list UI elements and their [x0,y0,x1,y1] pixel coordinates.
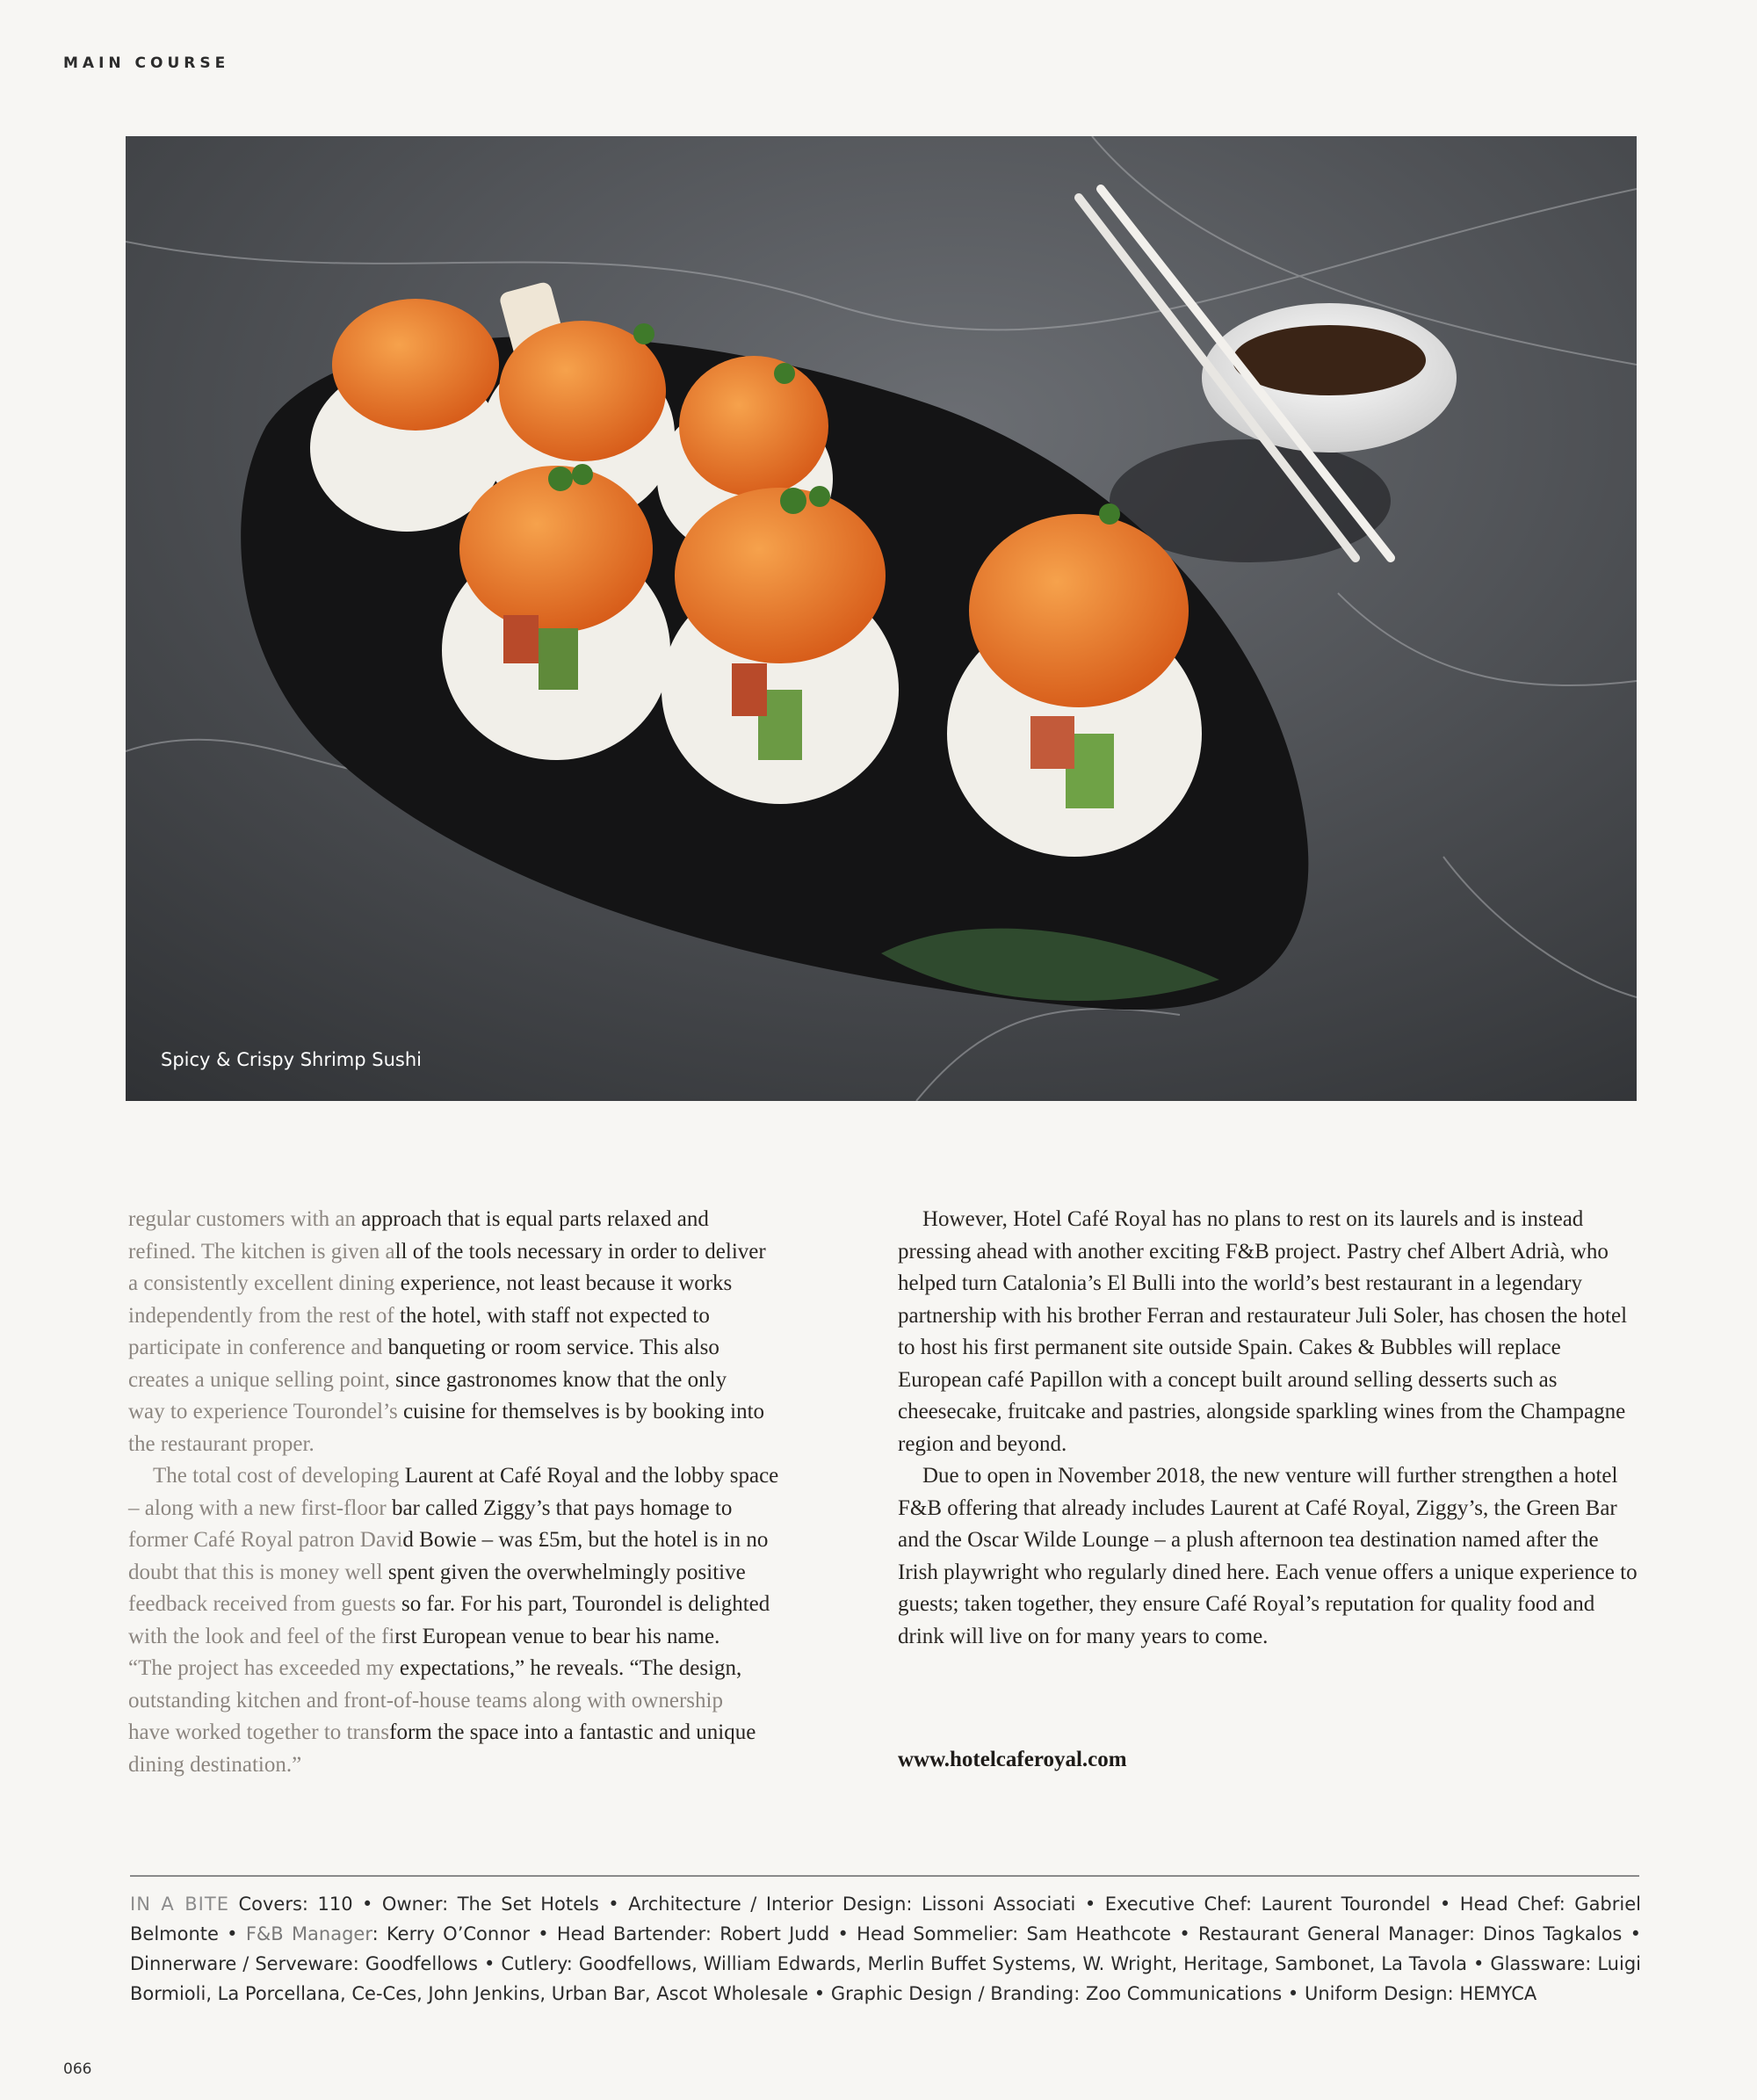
text: experience, not least because it works [394,1271,733,1295]
in-a-bite-text-faded: F&B Manager [245,1923,372,1944]
text-faded: dining destination.” [128,1752,302,1777]
photo-caption: Spicy & Crispy Shrimp Sushi [161,1049,422,1070]
sushi-photo [126,136,1637,1101]
in-a-bite-label: IN A BITE [130,1894,229,1915]
text: the hotel, with staff not expected to [394,1303,710,1328]
text-faded: with the look and feel of the fi [128,1624,395,1648]
left-paragraph-2 [128,1460,873,1781]
section-label: MAIN COURSE [63,54,230,72]
right-paragraph-1: However, Hotel Café Royal has no plans to rest on its laurels and is instead pressing ahead with another exciting F&B project. Pastry chef Albert Adrià, who helped turn Catalonia’s El Bulli into the world’s best restaurant in a legendary partnership with his brother Ferran and restaurateur Juli Soler, has chosen the hotel to host his first permanent site outside Spain. Cakes & Bubbles will replace European café Papillon with a concept built around selling desserts such as cheesecake, fruitcake and pastries, alongside sparkling wines from the Champagne region and beyond. [898,1207,1628,1456]
text: banqueting or room service. This also [382,1336,719,1359]
in-a-bite-box [130,1889,1641,2009]
page-number: 066 [63,2060,92,2078]
text: spent given the overwhelmingly positive [382,1560,746,1584]
text-faded: independently from the rest of [128,1303,394,1328]
text: bar called Ziggy’s that pays homage to [386,1495,733,1520]
in-a-bite-text: : Kerry O’Connor • Head Bartender: Robert Judd • Head Sommelier: Sam Heathcote • Restaurant General Manager: Dinos Tagkalos • Dinnerware / Serveware: Goodfellows • Cutlery: Goodfellows, William Edwards, Merlin Buffet Systems, W. Wright, Heritage, Sambonet, La Tavola • Glassware: Luigi Bormioli, La Porcellana, Ce-Ces, John Jenkins, Urban Bar, Ascot Wholesale • Graphic Design / Branding: Zoo Communications • Uniform Design: HEMYCA [130,1923,1641,2004]
text-faded: refined. The kitchen is given a [128,1239,395,1264]
text-faded: former Café Royal patron Davi [128,1528,403,1552]
website-link[interactable]: www.hotelcaferoyal.com [898,1748,1127,1771]
text-faded: “The project has exceeded my [128,1656,394,1680]
text: Laurent at Café Royal and the lobby space [399,1464,779,1488]
text: ll of the tools necessary in order to deliver [394,1239,766,1264]
text: since gastronomes know that the only [389,1367,727,1392]
text: cuisine for themselves is by booking into [397,1400,765,1423]
text-faded: creates a unique selling point, [128,1367,390,1392]
article-left-column [128,1204,873,1781]
text-faded: feedback received from guests [128,1592,396,1616]
left-paragraph-1 [128,1204,873,1460]
text: rst European venue to bear his name. [394,1624,720,1648]
text: expectations,” he reveals. “The design, [394,1656,742,1680]
text: form the space into a fantastic and unique [389,1720,756,1744]
text-faded: regular customers with an [128,1207,356,1231]
text-faded: doubt that this is money well [128,1560,383,1584]
right-paragraph-2: Due to open in November 2018, the new venture will further strengthen a hotel F&B offering that already includes Laurent at Café Royal, Ziggy’s, the Green Bar and the Oscar Wilde Lounge – a plush afternoon tea destination named after the Irish playwright who regularly dined here. Each venue offers a unique experience to guests; taken together, they ensure Café Royal’s reputation for quality food and drink will live on for many years to come. [898,1464,1638,1648]
text: d Bowie – was £5m, but the hotel is in no [402,1528,769,1552]
sushi-illustration [126,136,1637,1101]
in-a-bite-text: Covers: 110 • Owner: The Set Hotels • Architecture / Interior Design: Lissoni Associati • Executive Chef: Laurent Tourondel • Head Chef: Gabriel Belmonte • [130,1894,1641,1944]
text-faded: way to experience Tourondel’s [128,1400,398,1423]
text-faded: the restaurant proper. [128,1431,315,1456]
text-faded: have worked together to trans [128,1720,390,1744]
text: approach that is equal parts relaxed and [355,1207,709,1231]
article-right-column [898,1204,1643,1653]
text-faded: outstanding kitchen and front-of-house teams along with ownership [128,1688,723,1713]
text: so far. For his part, Tourondel is delighted [395,1592,770,1616]
text-faded: – along with a new first-floor [128,1495,387,1520]
divider [130,1875,1639,1877]
text-faded: a consistently excellent dining [128,1271,395,1295]
text-faded: participate in conference and [128,1336,383,1359]
text-faded: The total cost of developing [153,1464,400,1488]
